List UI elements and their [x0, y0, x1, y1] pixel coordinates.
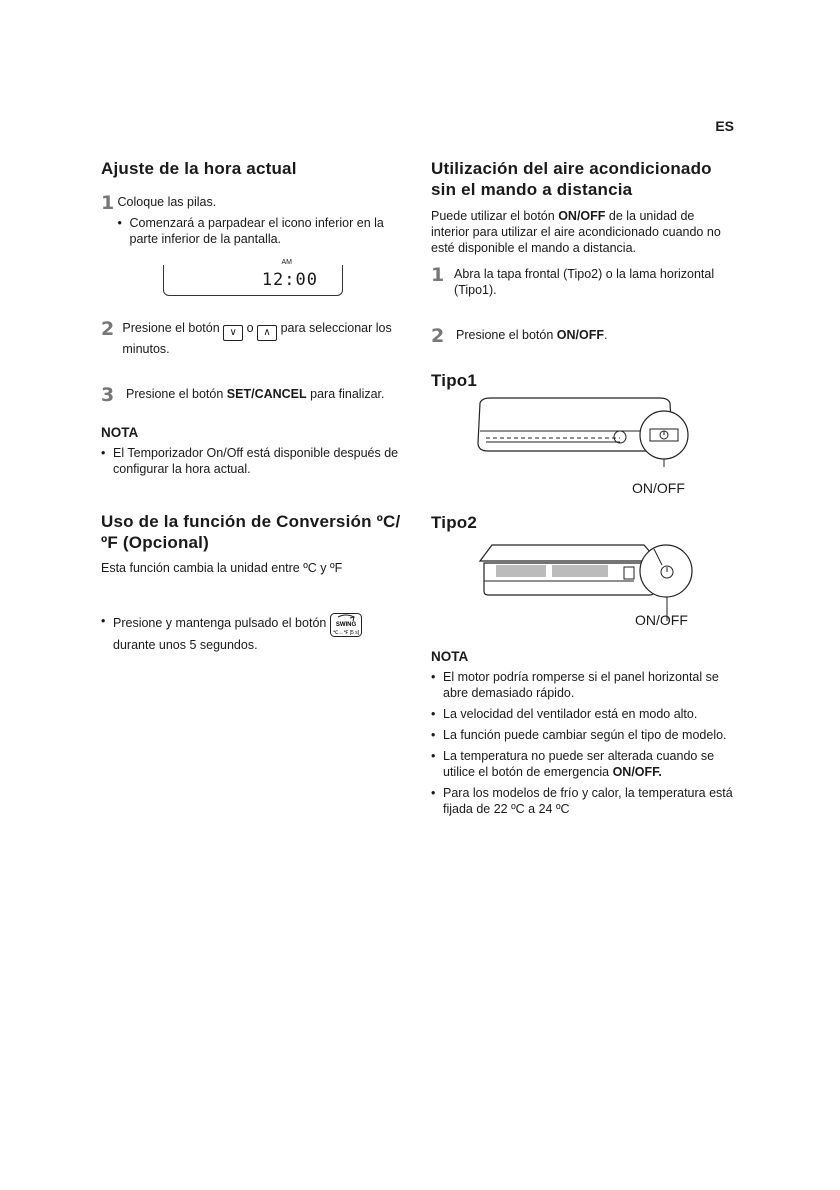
step-text-b: para finalizar.	[310, 387, 385, 401]
lcd-time: 12:00	[261, 270, 318, 290]
title-line-2: sin el mando a distancia	[431, 180, 633, 199]
tipo1-onoff-label: ON/OFF	[632, 480, 685, 496]
step-2	[101, 320, 396, 357]
step-text-a: Presione el botón	[126, 387, 224, 401]
nota-bullet: • La función puede cambiar según el tipo de modelo.	[431, 727, 736, 743]
step-number: 1	[431, 264, 445, 286]
step-text: Coloque las pilas.	[117, 195, 217, 209]
step-number: 1	[101, 192, 115, 214]
chevron-up-icon: ∧	[257, 325, 277, 341]
chevron-down-icon: ∨	[223, 325, 243, 341]
tipo2-heading: Tipo2	[431, 513, 478, 532]
emergency-step-2	[431, 327, 736, 345]
section-title-emergency	[431, 158, 751, 200]
tipo2-unit-illustration	[474, 541, 696, 621]
tipo1-unit-illustration	[470, 395, 700, 467]
nota-bullet: • Para los modelos de frío y calor, la temperatura está fijada de 22 ºC a 24 ºC	[431, 785, 736, 817]
step-bullet: • Comenzará a parpadear el icono inferior en la parte inferior de la pantalla.	[118, 215, 396, 247]
nota-bullet: • La velocidad del ventilador está en modo alto.	[431, 706, 736, 722]
bullet-text-a: Presione y mantenga pulsado el botón	[113, 616, 327, 630]
emergency-intro	[431, 208, 736, 256]
swing-button-icon	[330, 613, 362, 637]
intro-b: de la unidad de interior para utilizar el aire acondicionado cuando no esté disponible el mando a distancia.	[431, 209, 721, 255]
title-line-1: Uso de la función de Conversión ºC/	[101, 512, 401, 531]
step-text-b: para seleccionar los minutos.	[122, 321, 392, 356]
nota-bullet	[431, 748, 736, 780]
step-text-bold: SET/CANCEL	[226, 387, 307, 401]
nota-list-right	[431, 669, 736, 817]
swing-label: SWING	[335, 622, 356, 628]
step-text-bold: ON/OFF	[556, 328, 604, 342]
tipo1-heading: Tipo1	[431, 371, 478, 390]
conversion-bullet	[101, 613, 408, 653]
nota-bullet-text: La temperatura no puede ser alterada cuando se utilice el botón de emergencia	[443, 749, 715, 779]
nota-heading: NOTA	[101, 425, 139, 440]
title-line-2: ºF (Opcional)	[101, 533, 209, 552]
step-number: 2	[431, 325, 445, 347]
step-text: Abra la tapa frontal (Tipo2) o la lama horizontal (Tipo1).	[454, 267, 715, 297]
step-text-end: .	[604, 328, 608, 342]
section-title-conversion	[101, 511, 411, 553]
lcd-am: AM	[281, 259, 292, 266]
nota-bullet-bold: ON/OFF.	[612, 765, 662, 779]
step-text-a: Presione el botón	[456, 328, 554, 342]
nota-heading-right: NOTA	[431, 649, 469, 664]
section-title-time: Ajuste de la hora actual	[101, 159, 297, 178]
swing-sub: ℃↔℉ [5 s]	[332, 630, 359, 636]
step-1	[101, 194, 396, 247]
conversion-intro: Esta función cambia la unidad entre ºC y ºF	[101, 561, 343, 575]
intro-bold: ON/OFF	[558, 209, 606, 223]
emergency-step-1	[431, 266, 736, 298]
step-text-a: Presione el botón	[122, 321, 220, 335]
step-3	[101, 386, 401, 404]
bullet-text-b: durante unos 5 segundos.	[113, 638, 258, 652]
step-number: 2	[101, 318, 115, 340]
title-line-1: Utilización del aire acondicionado	[431, 159, 712, 178]
tipo2-onoff-label: ON/OFF	[635, 612, 688, 628]
language-tag: ES	[715, 118, 734, 134]
lcd-display	[163, 259, 343, 296]
nota-bullet: • El Temporizador On/Off está disponible después de configurar la hora actual.	[101, 445, 405, 477]
intro-a: Puede utilizar el botón	[431, 209, 555, 223]
nota-bullet: • El motor podría romperse si el panel horizontal se abre demasiado rápido.	[431, 669, 736, 701]
step-number: 3	[101, 384, 115, 406]
step-text-o: o	[246, 321, 254, 335]
